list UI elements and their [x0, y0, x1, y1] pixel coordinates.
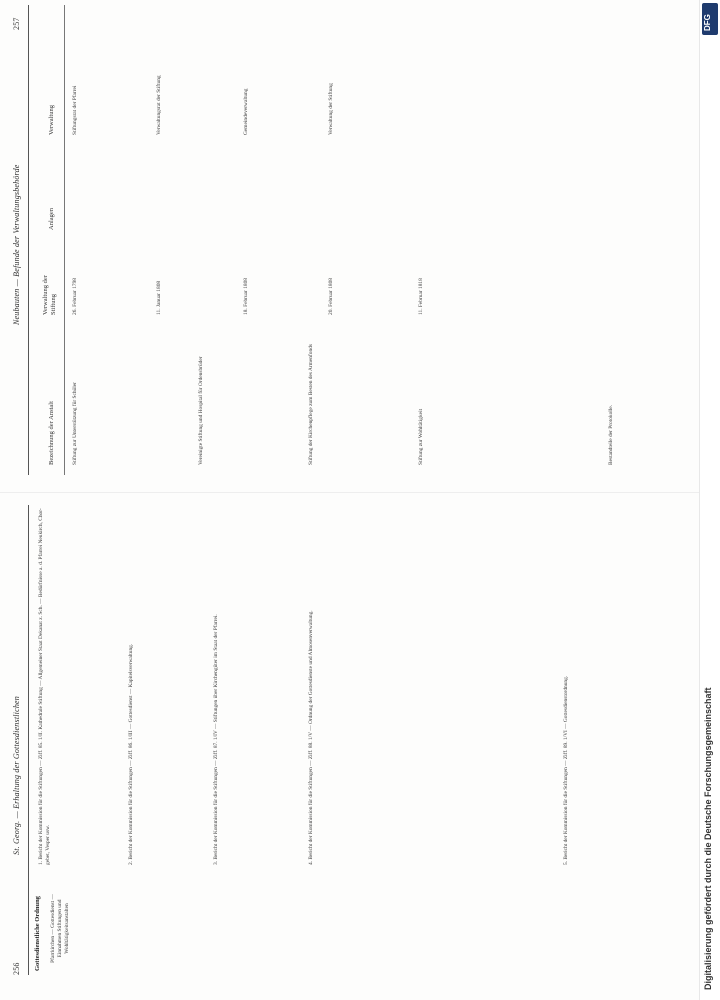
binding-strip: [699, 0, 720, 1000]
right-date-1: 26. Februar 1798: [72, 278, 78, 315]
right-table-rule: [64, 5, 65, 475]
left-col-heading: Gottesdienstliche Ordnung: [34, 896, 41, 971]
right-date-3: 18. Februar 1808: [243, 278, 249, 315]
right-admin-1: Stiftungsrat der Pfarrei: [72, 85, 78, 135]
right-page-number: 257: [12, 17, 21, 30]
funding-notice: Digitalisierung gefördert durch die Deutsche Forschungsgemeinschaft: [703, 687, 713, 990]
right-admin-3: Gemeindeverwaltung: [243, 88, 249, 135]
left-section-1: 1. Bericht der Kommission für die Stiftungen — Ziff. 85. 1/II. Kathedrale Stiftung — Allgemeiner Staat Dekanat z. Sch. — Bedürfnisse a. d. Pfarrei Neukirch, Chor- gebet, Vesper usw.: [38, 508, 52, 865]
right-page-header: [8, 5, 30, 475]
page-gutter: [0, 492, 700, 493]
left-page-number: 256: [12, 962, 21, 975]
left-section-4: 4. Bericht der Kommission für die Stiftungen — Ziff. 88. 1/V — Ordnung der Gottesdienste und Almosenverwaltung.: [308, 610, 314, 865]
right-admin-4: Verwaltung der Stiftung: [328, 83, 334, 135]
right-date-5: 11. Februar 1818: [418, 278, 424, 315]
right-running-head: Neubauten — Befunde der Verwaltungsbehörde: [12, 164, 21, 325]
right-footnote: Bestandteile der Protokolle.: [608, 404, 614, 465]
right-date-4: 20. Februar 1808: [328, 278, 334, 315]
right-date-2: 11. Januar 1808: [156, 280, 162, 315]
left-side-column: Pfarrkirchen — Gottesdienst — Einnahmen Stiftungen und Wohltätigkeitsanstalten: [50, 894, 71, 963]
right-admin-2: Verwaltungsrat der Stiftung: [156, 75, 162, 135]
right-header-rule: [28, 5, 29, 475]
left-section-2: 2. Bericht der Kommission für die Stiftungen — Ziff. 86. 1/III — Gottesdienst — Kapitelsverwaltung.: [128, 643, 134, 865]
right-column-header-4: Verwaltung: [48, 105, 55, 135]
left-header-rule: [28, 505, 29, 975]
dfg-logo-text: DFG: [703, 14, 712, 31]
left-page: [8, 505, 648, 975]
left-running-head: St. Georg. — Erhaltung der Gottesdienstlichen: [12, 696, 21, 855]
left-section-3: 3. Bericht der Kommission für die Stiftungen — Ziff. 87. 1/IV — Stiftungen über Kirchengüter im Staat der Pfarrei.: [213, 614, 219, 865]
left-page-header: [8, 505, 30, 975]
right-entry-1: Stiftung zur Unterstützung für Schüler: [72, 382, 78, 465]
dfg-logo: [702, 3, 718, 35]
right-entry-2: Vereinigte Stiftung und Hospital für Ordensbrüder: [198, 356, 204, 465]
right-column-header-2: Verwaltung der Stiftung: [42, 275, 57, 315]
right-column-header-3: Anlagen: [48, 207, 55, 230]
right-entry-3: Stiftung der Kirchenpflege zum Besten des Armenfonds: [308, 344, 314, 465]
left-section-5: 5. Bericht der Kommission für die Stiftungen — Ziff. 89. 1/VI — Gottesdienstordnung.: [563, 675, 569, 865]
right-entry-4: Stiftung zur Wohltätigkeit: [418, 408, 424, 465]
right-column-header-1: Bezeichnung der Anstalt: [48, 401, 55, 465]
right-page: [8, 5, 648, 475]
